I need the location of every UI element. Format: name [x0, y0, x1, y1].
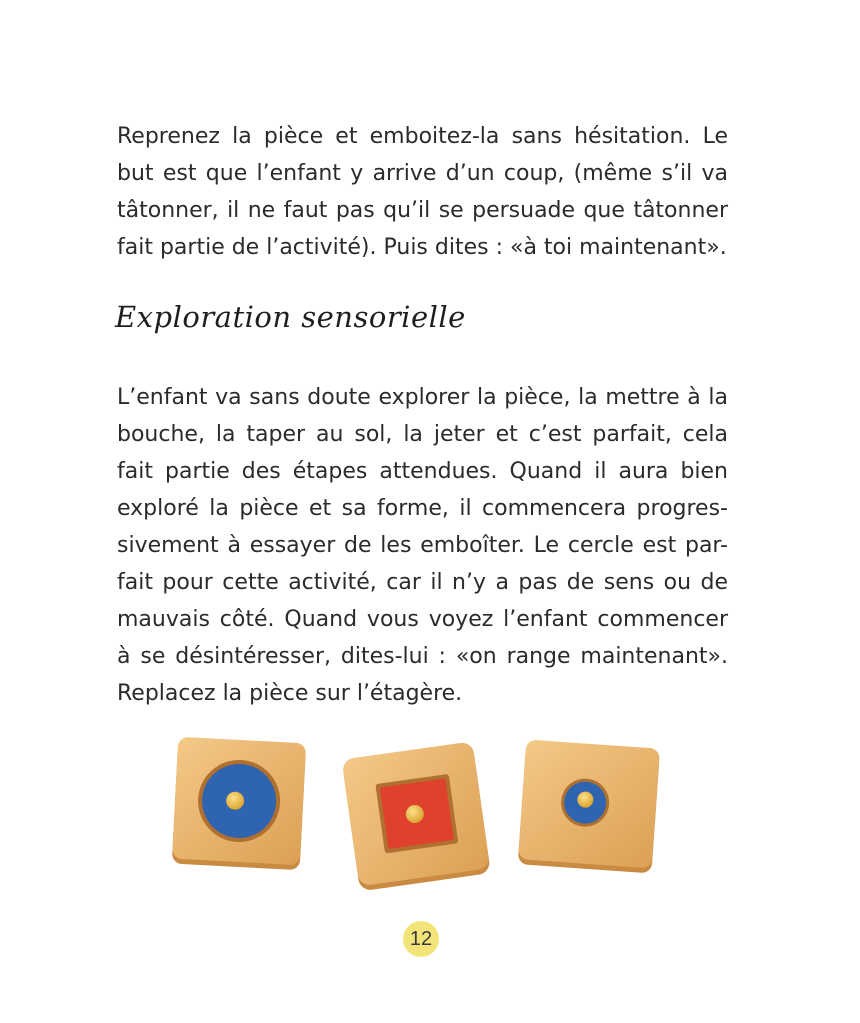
large-blue-circle-puzzle — [172, 737, 306, 871]
paragraph-intro: Reprenez la pièce et emboitez-la sans hésitation. Le but est que l’enfant y arrive d’un coup, (même s’il va tâtonner, il ne faut pas qu’il se persuade que tâtonner fait partie de l’activité). Puis dites : «à toi maintenant». — [117, 124, 728, 260]
red-square-puzzle — [342, 741, 491, 891]
paragraph-exploration: L’enfant va sans doute explorer la pièce, la mettre à la bouche, la taper au sol, la jeter et c’est parfait, cela fait partie des étapes attendues. Quand il aura bien exploré la pièce et sa forme, il commencera progres-sivement à essayer de les emboîter. Le cercle est par-fait pour cette activité, car il n’y a pas de sens ou de mauvais côté. Quand vous voyez l’enfant commencer à se désintéresser, dites-lui : «on range maintenant». Replacez la pièce sur l’étagère. — [117, 385, 728, 706]
page-number-badge — [403, 921, 439, 957]
page-number: 12 — [409, 927, 433, 950]
section-heading: Exploration sensorielle — [115, 300, 466, 334]
small-blue-circle-puzzle — [518, 739, 660, 873]
puzzle-illustration — [160, 735, 680, 895]
